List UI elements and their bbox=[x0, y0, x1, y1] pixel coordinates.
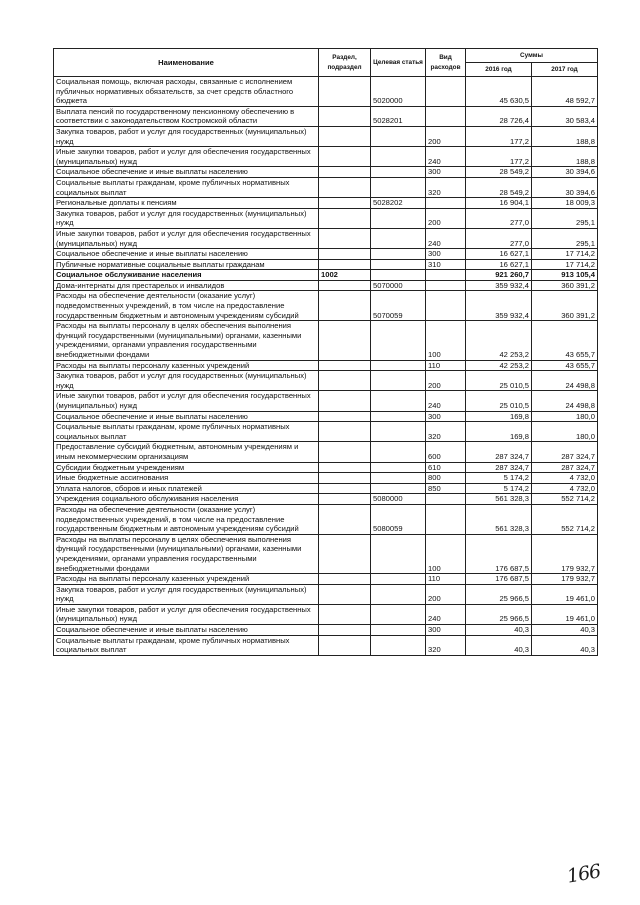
row-section bbox=[319, 360, 371, 371]
row-target bbox=[371, 360, 426, 371]
row-sum-2016: 359 932,4 bbox=[466, 291, 532, 321]
row-sum-2016: 25 966,5 bbox=[466, 604, 532, 624]
row-sum-2016: 359 932,4 bbox=[466, 280, 532, 291]
row-name: Иные закупки товаров, работ и услуг для обеспечения государственных (муниципальных) нужд bbox=[54, 147, 319, 167]
row-kind: 110 bbox=[426, 360, 466, 371]
table-row bbox=[54, 208, 598, 228]
header-year-2016: 2016 год bbox=[466, 63, 532, 77]
table-row bbox=[54, 371, 598, 391]
row-sum-2017: 295,1 bbox=[532, 208, 598, 228]
row-kind: 300 bbox=[426, 167, 466, 178]
table-row bbox=[54, 422, 598, 442]
row-sum-2017: 19 461,0 bbox=[532, 584, 598, 604]
table-row bbox=[54, 259, 598, 270]
row-section bbox=[319, 422, 371, 442]
page-number: 166 bbox=[565, 860, 602, 888]
table-row bbox=[54, 604, 598, 624]
row-section bbox=[319, 291, 371, 321]
row-kind: 850 bbox=[426, 483, 466, 494]
table-row bbox=[54, 462, 598, 473]
row-section: 1002 bbox=[319, 270, 371, 281]
row-section bbox=[319, 584, 371, 604]
row-target bbox=[371, 249, 426, 260]
row-sum-2017: 30 394,6 bbox=[532, 167, 598, 178]
table-row bbox=[54, 442, 598, 462]
header-sums: Суммы bbox=[466, 49, 598, 63]
row-sum-2016: 176 687,5 bbox=[466, 574, 532, 585]
row-name: Социальные выплаты гражданам, кроме публичных нормативных социальных выплат bbox=[54, 177, 319, 197]
row-sum-2017: 30 394,6 bbox=[532, 177, 598, 197]
row-kind: 240 bbox=[426, 391, 466, 411]
row-name: Расходы на выплаты персоналу казенных учреждений bbox=[54, 360, 319, 371]
row-target bbox=[371, 391, 426, 411]
row-name: Социальные выплаты гражданам, кроме публичных нормативных социальных выплат bbox=[54, 635, 319, 655]
row-name: Иные закупки товаров, работ и услуг для обеспечения государственных (муниципальных) нужд bbox=[54, 604, 319, 624]
row-sum-2017: 179 932,7 bbox=[532, 534, 598, 573]
row-kind: 200 bbox=[426, 126, 466, 146]
row-target: 5080059 bbox=[371, 504, 426, 534]
row-name: Иные бюджетные ассигнования bbox=[54, 473, 319, 484]
table-row bbox=[54, 504, 598, 534]
row-kind: 240 bbox=[426, 147, 466, 167]
row-name: Иные закупки товаров, работ и услуг для обеспечения государственных (муниципальных) нужд bbox=[54, 391, 319, 411]
table-row bbox=[54, 280, 598, 291]
row-sum-2017: 24 498,8 bbox=[532, 371, 598, 391]
row-target bbox=[371, 604, 426, 624]
row-name: Социальное обеспечение и иные выплаты населению bbox=[54, 411, 319, 422]
row-name: Социальное обеспечение и иные выплаты населению bbox=[54, 167, 319, 178]
header-name: Наименование bbox=[54, 49, 319, 77]
row-kind: 320 bbox=[426, 635, 466, 655]
row-sum-2016: 42 253,2 bbox=[466, 321, 532, 360]
row-sum-2016: 176 687,5 bbox=[466, 534, 532, 573]
row-kind bbox=[426, 494, 466, 505]
row-name: Социальная помощь, включая расходы, связанные с исполнением публичных нормативных обязательств, за счет средств областного бюджета bbox=[54, 77, 319, 107]
row-kind: 240 bbox=[426, 228, 466, 248]
row-section bbox=[319, 442, 371, 462]
row-sum-2016: 169,8 bbox=[466, 411, 532, 422]
row-kind: 200 bbox=[426, 371, 466, 391]
table-row bbox=[54, 177, 598, 197]
row-target bbox=[371, 259, 426, 270]
row-section bbox=[319, 534, 371, 573]
row-target bbox=[371, 228, 426, 248]
row-section bbox=[319, 147, 371, 167]
row-sum-2016: 25 010,5 bbox=[466, 391, 532, 411]
row-kind: 240 bbox=[426, 604, 466, 624]
row-kind: 100 bbox=[426, 534, 466, 573]
row-kind: 100 bbox=[426, 321, 466, 360]
row-section bbox=[319, 280, 371, 291]
table-row bbox=[54, 483, 598, 494]
row-sum-2016: 561 328,3 bbox=[466, 494, 532, 505]
table-row bbox=[54, 147, 598, 167]
table-body bbox=[54, 77, 598, 656]
row-section bbox=[319, 483, 371, 494]
row-sum-2017: 17 714,2 bbox=[532, 249, 598, 260]
row-kind: 320 bbox=[426, 177, 466, 197]
row-name: Уплата налогов, сборов и иных платежей bbox=[54, 483, 319, 494]
table-header bbox=[54, 49, 598, 77]
table-row bbox=[54, 360, 598, 371]
row-sum-2016: 28 726,4 bbox=[466, 106, 532, 126]
row-section bbox=[319, 77, 371, 107]
row-target: 5080000 bbox=[371, 494, 426, 505]
table-row bbox=[54, 473, 598, 484]
table-row bbox=[54, 167, 598, 178]
row-section bbox=[319, 259, 371, 270]
row-target bbox=[371, 473, 426, 484]
row-target bbox=[371, 321, 426, 360]
row-sum-2017: 360 391,2 bbox=[532, 280, 598, 291]
row-sum-2017: 287 324,7 bbox=[532, 442, 598, 462]
row-kind: 610 bbox=[426, 462, 466, 473]
row-sum-2017: 4 732,0 bbox=[532, 483, 598, 494]
table-row bbox=[54, 494, 598, 505]
row-sum-2016: 42 253,2 bbox=[466, 360, 532, 371]
row-sum-2016: 287 324,7 bbox=[466, 442, 532, 462]
row-kind: 800 bbox=[426, 473, 466, 484]
row-name: Закупка товаров, работ и услуг для государственных (муниципальных) нужд bbox=[54, 584, 319, 604]
row-section bbox=[319, 391, 371, 411]
table-row bbox=[54, 77, 598, 107]
row-name: Региональные доплаты к пенсиям bbox=[54, 198, 319, 209]
row-target bbox=[371, 371, 426, 391]
row-sum-2016: 277,0 bbox=[466, 208, 532, 228]
row-kind bbox=[426, 198, 466, 209]
row-target: 5028202 bbox=[371, 198, 426, 209]
table-row bbox=[54, 625, 598, 636]
row-section bbox=[319, 604, 371, 624]
row-target bbox=[371, 534, 426, 573]
header-kind: Вид расходов bbox=[426, 49, 466, 77]
row-name: Расходы на выплаты персоналу в целях обеспечения выполнения функций государственными (муниципальными) органами, казенными учреждениями, органами управления государственными внебюджетными фондами bbox=[54, 534, 319, 573]
row-target bbox=[371, 126, 426, 146]
row-sum-2017: 48 592,7 bbox=[532, 77, 598, 107]
table-row bbox=[54, 270, 598, 281]
row-section bbox=[319, 473, 371, 484]
row-sum-2016: 25 966,5 bbox=[466, 584, 532, 604]
row-name: Социальные выплаты гражданам, кроме публичных нормативных социальных выплат bbox=[54, 422, 319, 442]
row-sum-2016: 5 174,2 bbox=[466, 473, 532, 484]
row-sum-2016: 45 630,5 bbox=[466, 77, 532, 107]
row-sum-2017: 552 714,2 bbox=[532, 504, 598, 534]
row-sum-2017: 188,8 bbox=[532, 126, 598, 146]
row-section bbox=[319, 228, 371, 248]
row-sum-2016: 921 260,7 bbox=[466, 270, 532, 281]
row-target bbox=[371, 177, 426, 197]
row-sum-2017: 43 655,7 bbox=[532, 360, 598, 371]
row-kind: 300 bbox=[426, 411, 466, 422]
row-sum-2017: 40,3 bbox=[532, 625, 598, 636]
table-row bbox=[54, 574, 598, 585]
row-sum-2016: 40,3 bbox=[466, 625, 532, 636]
row-name: Субсидии бюджетным учреждениям bbox=[54, 462, 319, 473]
row-name: Закупка товаров, работ и услуг для государственных (муниципальных) нужд bbox=[54, 371, 319, 391]
table-row bbox=[54, 228, 598, 248]
table-row bbox=[54, 411, 598, 422]
row-sum-2016: 16 904,1 bbox=[466, 198, 532, 209]
row-target bbox=[371, 584, 426, 604]
row-sum-2016: 16 627,1 bbox=[466, 259, 532, 270]
row-target bbox=[371, 442, 426, 462]
row-sum-2016: 277,0 bbox=[466, 228, 532, 248]
row-kind: 310 bbox=[426, 259, 466, 270]
row-target: 5070059 bbox=[371, 291, 426, 321]
header-section: Раздел, подраздел bbox=[319, 49, 371, 77]
row-section bbox=[319, 411, 371, 422]
row-kind: 300 bbox=[426, 625, 466, 636]
row-name: Учреждения социального обслуживания населения bbox=[54, 494, 319, 505]
row-kind bbox=[426, 291, 466, 321]
row-section bbox=[319, 462, 371, 473]
row-sum-2016: 177,2 bbox=[466, 126, 532, 146]
row-sum-2016: 169,8 bbox=[466, 422, 532, 442]
row-target bbox=[371, 147, 426, 167]
row-section bbox=[319, 321, 371, 360]
table-row bbox=[54, 534, 598, 573]
row-sum-2016: 16 627,1 bbox=[466, 249, 532, 260]
table-row bbox=[54, 321, 598, 360]
table-row bbox=[54, 635, 598, 655]
row-name: Закупка товаров, работ и услуг для государственных (муниципальных) нужд bbox=[54, 126, 319, 146]
table-row bbox=[54, 391, 598, 411]
table-row bbox=[54, 584, 598, 604]
row-kind: 600 bbox=[426, 442, 466, 462]
row-sum-2016: 177,2 bbox=[466, 147, 532, 167]
row-sum-2017: 188,8 bbox=[532, 147, 598, 167]
row-kind bbox=[426, 270, 466, 281]
row-sum-2016: 40,3 bbox=[466, 635, 532, 655]
budget-sheet bbox=[53, 48, 597, 656]
header-year-2017: 2017 год bbox=[532, 63, 598, 77]
row-section bbox=[319, 494, 371, 505]
row-sum-2016: 28 549,2 bbox=[466, 177, 532, 197]
row-target bbox=[371, 574, 426, 585]
table-row bbox=[54, 106, 598, 126]
row-sum-2017: 18 009,3 bbox=[532, 198, 598, 209]
row-name: Закупка товаров, работ и услуг для государственных (муниципальных) нужд bbox=[54, 208, 319, 228]
row-name: Выплата пенсий по государственному пенсионному обеспечению в соответствии с законодательством Костромской области bbox=[54, 106, 319, 126]
row-name: Социальное обеспечение и иные выплаты населению bbox=[54, 249, 319, 260]
row-sum-2017: 287 324,7 bbox=[532, 462, 598, 473]
row-kind bbox=[426, 280, 466, 291]
row-name: Социальное обеспечение и иные выплаты населению bbox=[54, 625, 319, 636]
row-sum-2017: 17 714,2 bbox=[532, 259, 598, 270]
table-row bbox=[54, 249, 598, 260]
row-sum-2017: 19 461,0 bbox=[532, 604, 598, 624]
row-target: 5020000 bbox=[371, 77, 426, 107]
row-kind: 200 bbox=[426, 208, 466, 228]
row-section bbox=[319, 106, 371, 126]
row-sum-2017: 179 932,7 bbox=[532, 574, 598, 585]
row-sum-2017: 24 498,8 bbox=[532, 391, 598, 411]
row-target bbox=[371, 411, 426, 422]
row-sum-2017: 295,1 bbox=[532, 228, 598, 248]
row-target bbox=[371, 167, 426, 178]
row-sum-2017: 360 391,2 bbox=[532, 291, 598, 321]
row-section bbox=[319, 198, 371, 209]
row-target bbox=[371, 483, 426, 494]
row-target bbox=[371, 422, 426, 442]
row-sum-2017: 4 732,0 bbox=[532, 473, 598, 484]
row-sum-2017: 913 105,4 bbox=[532, 270, 598, 281]
row-section bbox=[319, 249, 371, 260]
row-kind: 320 bbox=[426, 422, 466, 442]
row-name: Расходы на выплаты персоналу в целях обеспечения выполнения функций государственными (муниципальными) органами, казенными учреждениями, органами управления государственными внебюджетными фондами bbox=[54, 321, 319, 360]
row-name: Предоставление субсидий бюджетным, автономным учреждениям и иным некоммерческим организациям bbox=[54, 442, 319, 462]
row-sum-2016: 561 328,3 bbox=[466, 504, 532, 534]
header-target: Целевая статья bbox=[371, 49, 426, 77]
row-kind bbox=[426, 504, 466, 534]
row-target: 5028201 bbox=[371, 106, 426, 126]
row-sum-2016: 28 549,2 bbox=[466, 167, 532, 178]
row-target bbox=[371, 462, 426, 473]
row-sum-2017: 43 655,7 bbox=[532, 321, 598, 360]
row-section bbox=[319, 504, 371, 534]
row-target bbox=[371, 635, 426, 655]
row-kind: 200 bbox=[426, 584, 466, 604]
row-kind: 300 bbox=[426, 249, 466, 260]
row-sum-2017: 552 714,2 bbox=[532, 494, 598, 505]
budget-table bbox=[53, 48, 598, 656]
row-kind bbox=[426, 106, 466, 126]
table-row bbox=[54, 126, 598, 146]
row-section bbox=[319, 167, 371, 178]
table-row bbox=[54, 198, 598, 209]
row-section bbox=[319, 126, 371, 146]
row-target: 5070000 bbox=[371, 280, 426, 291]
row-sum-2016: 25 010,5 bbox=[466, 371, 532, 391]
row-target bbox=[371, 625, 426, 636]
row-name: Расходы на обеспечение деятельности (оказание услуг) подведомственных учреждений, в том числе на предоставление государственным бюджетным и автономным учреждениям субсидий bbox=[54, 291, 319, 321]
row-sum-2017: 30 583,4 bbox=[532, 106, 598, 126]
row-sum-2017: 40,3 bbox=[532, 635, 598, 655]
row-section bbox=[319, 635, 371, 655]
row-name: Иные закупки товаров, работ и услуг для обеспечения государственных (муниципальных) нужд bbox=[54, 228, 319, 248]
row-sum-2016: 287 324,7 bbox=[466, 462, 532, 473]
row-sum-2016: 5 174,2 bbox=[466, 483, 532, 494]
row-section bbox=[319, 625, 371, 636]
row-section bbox=[319, 574, 371, 585]
table-row bbox=[54, 291, 598, 321]
row-sum-2017: 180,0 bbox=[532, 411, 598, 422]
row-target bbox=[371, 208, 426, 228]
row-name: Расходы на выплаты персоналу казенных учреждений bbox=[54, 574, 319, 585]
row-kind: 110 bbox=[426, 574, 466, 585]
row-section bbox=[319, 208, 371, 228]
row-section bbox=[319, 371, 371, 391]
row-section bbox=[319, 177, 371, 197]
row-name: Социальное обслуживание населения bbox=[54, 270, 319, 281]
row-sum-2017: 180,0 bbox=[532, 422, 598, 442]
row-name: Публичные нормативные социальные выплаты гражданам bbox=[54, 259, 319, 270]
row-target bbox=[371, 270, 426, 281]
row-name: Дома-интернаты для престарелых и инвалидов bbox=[54, 280, 319, 291]
row-kind bbox=[426, 77, 466, 107]
row-name: Расходы на обеспечение деятельности (оказание услуг) подведомственных учреждений, в том числе на предоставление государственным бюджетным и автономным учреждениям субсидий bbox=[54, 504, 319, 534]
